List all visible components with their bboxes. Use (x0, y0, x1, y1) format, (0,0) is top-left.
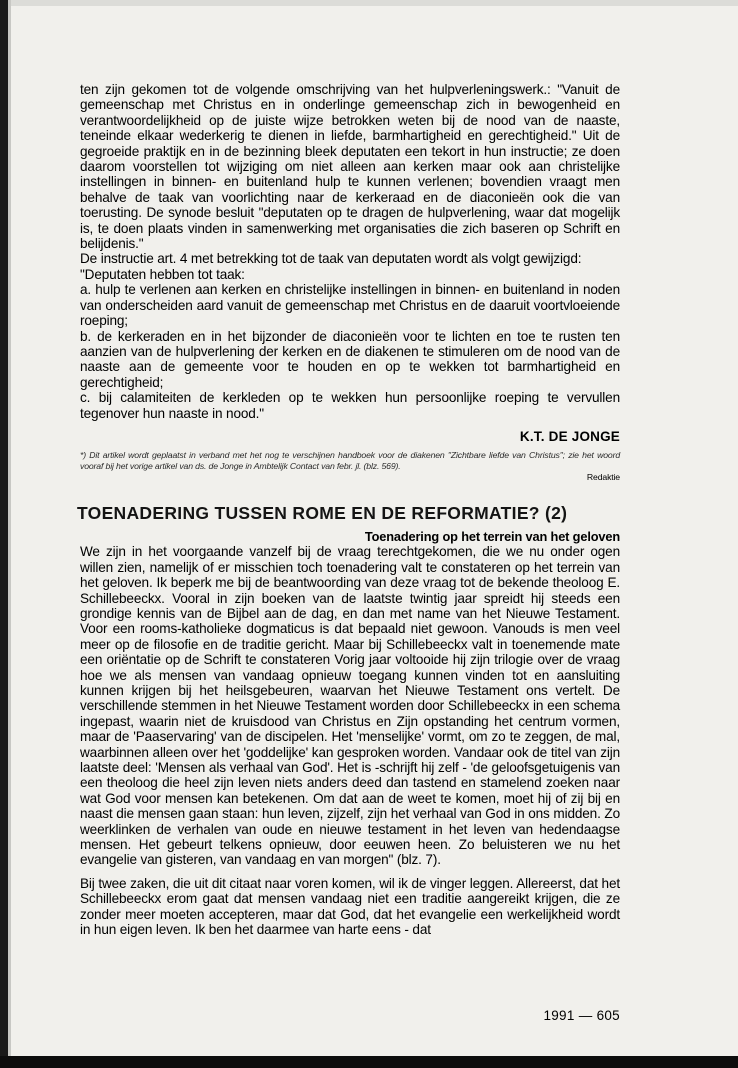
text-column (77, 82, 620, 938)
instruction-line: De instructie art. 4 met betrekking tot de taak van deputaten wordt als volgt gewijzigd: (80, 251, 582, 267)
article-title: TOENADERING TUSSEN ROME EN DE REFORMATIE? (2) (77, 503, 568, 524)
page-number: 1991 — 605 (543, 1008, 620, 1023)
page-bottom-edge (0, 1056, 738, 1068)
list-item-c: c. bij calamiteiten de kerkleden op te wekken hun persoonlijke roeping te vervullen tegenover hun naaste in nood." (80, 390, 620, 421)
author-signature: K.T. DE JONGE (519, 428, 620, 444)
article2-paragraph-2: Bij twee zaken, die uit dit citaat naar voren komen, wil ik de vinger leggen. Allereerst, dat het Schillebeeckx erom gaat dat mensen vandaag niet een traditie aangereikt krijgen, die ze zonder meer moeten accepteren, maar dat God, dat het evangelie een werkelijkheid wordt in hun eigen leven. Ik ben het daarmee van harte eens - dat (80, 875, 620, 938)
page-left-edge (8, 0, 11, 1058)
quote-intro: "Deputaten hebben tot taak: (80, 266, 245, 282)
list-item-b: b. de kerkeraden en in het bijzonder de diaconieën voor te lichten en toe te rusten ten aanzien van de hulpverlening der kerken en de diakenen te stimuleren om de nood van de naaste aan de gemeente voor te houden en op te wekken tot barmhartigheid en gerechtigheid; (80, 328, 620, 390)
article1-paragraph: ten zijn gekomen tot de volgende omschrijving van het hulpverleningswerk.: "Vanuit de gemeenschap met Christus en in onderlinge gemeenschap zich in bewogenheid en verantwoordelijkheid op de juiste wijze betrokken weten bij de nood van de naaste, teneinde elkaar wederkerig te dienen in liefde, barmhartigheid en gerechtigheid." Uit de gegroeide praktijk en in de bezinning bleek deputaten een tekort in hun instructie; ze doen daarom voorstellen tot wijziging om niet alleen aan kerken maar ook aan christelijke instellingen in binnen- en buitenland hulp te kunnen verlenen; bovendien vraagt men behalve de taak van voorlichting naar de kerkeraad en de diaconieën ook die van toerusting. De synode besluit "deputaten op te dragen de hulpverlening, waar dat mogelijk is, te doen plaats vinden in samenwerking met organisaties die zich baseren op Schrift en belijdenis." (80, 82, 620, 252)
list-item-a: a. hulp te verlenen aan kerken en christelijke instellingen in binnen- en buitenland in noden van onderscheiden aard vanuit de gemeenschap met Christus en de daaruit voortvloeiende roeping; (80, 282, 620, 329)
article-subheading: Toenadering op het terrein van het geloven (364, 529, 620, 545)
footnote: *) Dit artikel wordt geplaatst in verband met het nog te verschijnen handboek voor de diakenen "Zichtbare liefde van Christus"; zie het woord vooraf bij het vorige artikel van ds. de Jonge in Ambtelijk Contact van febr. jl. (blz. 569). (80, 450, 620, 472)
footnote-signoff: Redaktie (586, 472, 620, 483)
article2-paragraph-1: We zijn in het voorgaande vanzelf bij de vraag terechtgekomen, die we nu onder ogen willen zien, namelijk of er misschien toch toenadering valt te constateren op het terrein van het geloven. Ik beperk me bij de beantwoording van deze vraag tot de bekende theoloog E. Schillebeeckx. Vooral in zijn boeken van de laatste twintig jaar spreidt hij steeds een grondige kennis van de Bijbel aan de dag, en dan met name van het Nieuwe Testament. Voor een rooms-katholieke dogmaticus is dat bepaald niet gewoon. Vanouds is men veel meer op de filosofie en de traditie gericht. Maar bij Schillebeeckx valt in toenemende mate een oriëntatie op de Schrift te constateren Vorig jaar voltooide hij zijn trilogie over de vraag hoe we als mensen van vandaag opnieuw toegang kunnen vinden tot en aansluiting kunnen krijgen bij het heilsgebeuren, waarvan het Nieuwe Testament ons vertelt. De verschillende stemmen in het Nieuwe Testament worden door Schillebeeckx in een schema ingepast, waarin niet de kruisdood van Christus en Zijn opstanding het centrum vormen, maar de 'Paaservaring' van de discipelen. Het 'menselijke' vormt, om zo te zeggen, de mal, waarbinnen alleen over het 'goddelijke' kan gesproken worden. Vandaar ook de titel van zijn laatste deel: 'Mensen als verhaal van God'. Het is -schrijft hij zelf - 'de geloofsgetuigenis van een theoloog die heel zijn leven niets anders deed dan tastend en stamelend zoeken naar wat God voor mensen kan betekenen. Om dat aan de weet te komen, moet hij of zij bij en naast die mensen gaan staan: hun leven, zijzelf, zijn het verhaal van God in ons midden. Zo weerklinken de verhalen van oude en nieuwe testament in het leven van hedendaagse mensen. Het gebeurt telkens opnieuw, door eeuwen heen. Zo beluisteren we nu het evangelie van gisteren, van vandaag en van morgen" (blz. 7). (80, 544, 620, 868)
